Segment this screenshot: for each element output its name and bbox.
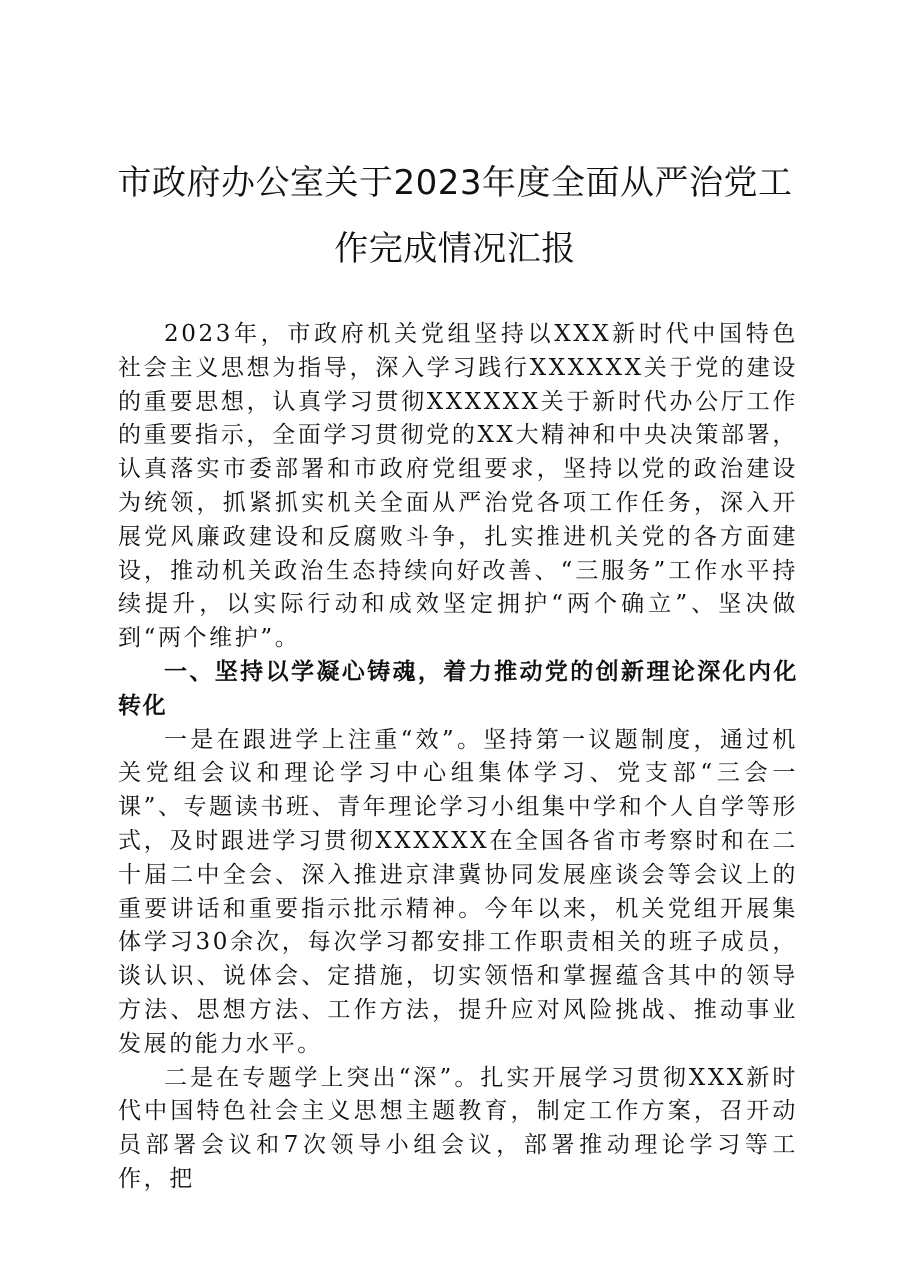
document-title-line-1: 市政府办公室关于2023年度全面从严治党工 (117, 163, 793, 203)
document-title (110, 150, 800, 282)
intro-paragraph: 2023年，市政府机关党组坚持以XXX新时代中国特色社会主义思想为指导，深入学习践行XXXXXX关于党的建设的重要思想，认真学习贯彻XXXXXX关于新时代办公厅工作的重要指示，全面学习贯彻党的XX大精神和中央决策部署，认真落实市委部署和市政府党组要求，坚持以党的政治建设为统领，抓紧抓实机关全面从严治党各项工作任务，深入开展党风廉政建设和反腐败斗争，扎实推进机关党的各方面建设，推动机关政治生态持续向好改善、“三服务”工作水平持续提升，以实际行动和成效坚定拥护“两个确立”、坚决做到“两个维护”。 (118, 321, 798, 652)
section-heading-1: 一、坚持以学凝心铸魂，着力推动党的创新理论深化内化转化 (118, 658, 798, 719)
body-paragraph-1: 一是在跟进学上注重“效”。坚持第一议题制度，通过机关党组会议和理论学习中心组集体学习、党支部“三会一课”、专题读书班、青年理论学习小组集中学和个人自学等形式，及时跟进学习贯彻XXXXXX在全国各省市考察时和在二十届二中全会、深入推进京津冀协同发展座谈会等会议上的重要讲话和重要指示批示精神。今年以来，机关党组开展集体学习30余次，每次学习都安排工作职责相关的班子成员，谈认识、说体会、定措施，切实领悟和掌握蕴含其中的领导方法、思想方法、工作方法，提升应对风险挑战、推动事业发展的能力水平。 (118, 726, 798, 1057)
document-body (118, 318, 798, 1197)
document-title-line-2: 作完成情况汇报 (334, 229, 576, 269)
body-paragraph-2: 二是在专题学上突出“深”。扎实开展学习贯彻XXX新时代中国特色社会主义思想主题教育，制定工作方案，召开动员部署会议和7次领导小组会议，部署推动理论学习等工作，把 (118, 1064, 798, 1192)
